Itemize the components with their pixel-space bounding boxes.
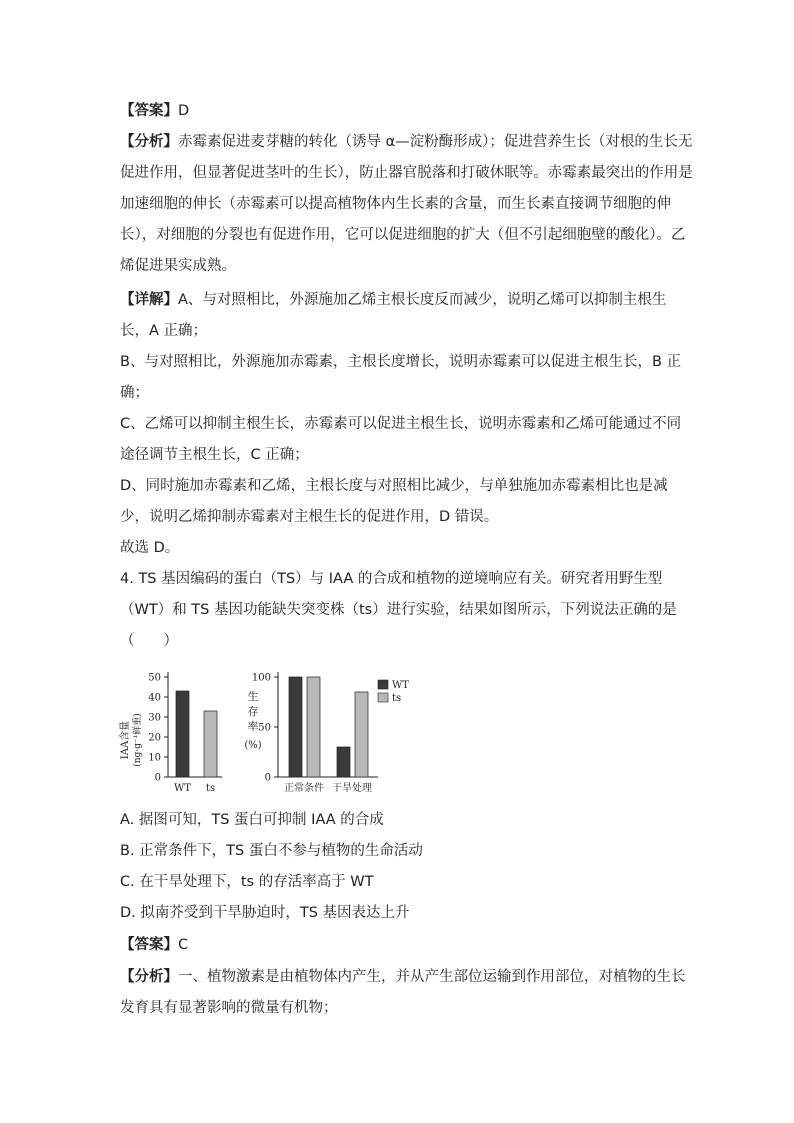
option-a[interactable]: A. 据图可知，TS 蛋白可抑制 IAA 的合成 [120, 812, 384, 828]
detail-text: A、与对照相比，外源施加乙烯主根长度反而减少，说明乙烯可以抑制主根生 [178, 292, 667, 308]
detail-line: 确； [120, 385, 149, 401]
analysis-text: 一、植物激素是由植物体内产生，并从产生部位运输到作用部位，对植物的生长 [178, 969, 686, 985]
survival-x-label: 干旱处理 [332, 783, 372, 794]
survival-ylabel-char: 存 [247, 705, 259, 718]
survival-ylabel-unit: (%) [244, 740, 262, 751]
analysis-text: 赤霉素促进麦芽糖的转化（诱导 α—淀粉酶形成）；促进营养生长（对根的生长无 [178, 134, 693, 150]
detail-line: D、同时施加赤霉素和乙烯，主根长度与对照相比减少，与单独施加赤霉素相比也是减 [120, 478, 668, 494]
analysis-line: 促进作用，但显著促进茎叶的生长），防止器官脱落和打破休眠等。赤霉素最突出的作用是 [120, 165, 693, 181]
survival-chart [244, 672, 409, 794]
analysis-line: 发育具有显著影响的微量有机物； [120, 1000, 338, 1016]
analysis-line [120, 967, 686, 987]
legend-label-ts: ts [392, 693, 402, 704]
detail-line: 长，A 正确； [120, 323, 208, 339]
figure-charts [118, 660, 418, 800]
detail-line: 故选 D。 [120, 540, 180, 556]
analysis-line [120, 132, 692, 152]
survival-bar-ts [355, 692, 368, 777]
detail-line [120, 290, 666, 310]
analysis-label: 【分析】 [120, 134, 178, 150]
analysis-line: 烯促进果实成熟。 [120, 258, 236, 274]
analysis-label: 【分析】 [120, 969, 178, 985]
detail-line: 少，说明乙烯抑制赤霉素对主根生长的促进作用，D 错误。 [120, 509, 499, 525]
answer-line-1 [120, 101, 189, 121]
legend-swatch-wt [378, 680, 388, 689]
iaa-tick-label: 10 [148, 752, 161, 764]
iaa-ylabel-line1: IAA含量 [120, 720, 131, 760]
iaa-tick-label: 40 [148, 692, 161, 704]
answer-value: D [178, 103, 190, 119]
survival-ylabel-char: 率 [247, 720, 259, 733]
answer-label: 【答案】 [120, 937, 178, 953]
iaa-bar-ts [204, 711, 217, 777]
answer-line-2 [120, 935, 188, 955]
question-line: （WT）和 TS 基因功能缺失突变株（ts）进行实验，结果如图所示，下列说法正确的是 [120, 602, 677, 618]
detail-label: 【详解】 [120, 292, 178, 308]
iaa-tick-label: 0 [154, 772, 161, 784]
iaa-tick-label: 30 [148, 712, 161, 724]
legend-swatch-ts [378, 693, 388, 702]
detail-line: 途径调节主根生长，C 正确； [120, 447, 309, 463]
survival-tick-label: 0 [264, 772, 271, 784]
survival-bar-ts [307, 677, 320, 777]
option-c[interactable]: C. 在干旱处理下，ts 的存活率高于 WT [120, 874, 374, 890]
iaa-x-label: ts [205, 783, 216, 794]
answer-label: 【答案】 [120, 103, 178, 119]
option-d[interactable]: D. 拟南芥受到干旱胁迫时，TS 基因表达上升 [120, 905, 410, 921]
survival-bar-wt [289, 677, 302, 777]
option-b[interactable]: B. 正常条件下，TS 蛋白不参与植物的生命活动 [120, 843, 423, 859]
survival-tick-label: 50 [258, 722, 271, 734]
question-line: 4. TS 基因编码的蛋白（TS）与 IAA 的合成和植物的逆境响应有关。研究者用野生型 [120, 571, 663, 587]
iaa-tick-label: 20 [148, 732, 161, 744]
survival-ylabel-char: 生 [247, 690, 259, 703]
survival-bar-wt [337, 747, 350, 777]
detail-line: B、与对照相比，外源施加赤霉素，主根长度增长，说明赤霉素可以促进主根生长，B 正 [120, 354, 682, 370]
analysis-line: 长），对细胞的分裂也有促进作用，它可以促进细胞的扩大（但不引起细胞壁的酸化）。乙 [120, 227, 686, 243]
detail-line: C、乙烯可以抑制主根生长，赤霉素可以促进主根生长，说明赤霉素和乙烯可能通过不同 [120, 416, 682, 432]
answer-value: C [178, 937, 189, 953]
survival-x-label: 正常条件 [284, 783, 324, 794]
iaa-tick-label: 50 [148, 672, 161, 684]
question-line: （ ） [120, 633, 178, 649]
iaa-bar-wt [176, 691, 189, 777]
legend-label-wt: WT [392, 680, 409, 691]
iaa-x-label: WT [174, 783, 191, 794]
iaa-chart [118, 672, 222, 794]
survival-tick-label: 100 [251, 672, 271, 684]
iaa-ylabel-line2: (ng·g⁻¹鲜重) [133, 713, 143, 767]
analysis-line: 加速细胞的伸长（赤霉素可以提高植物体内生长素的含量，而生长素直接调节细胞的伸 [120, 196, 671, 212]
